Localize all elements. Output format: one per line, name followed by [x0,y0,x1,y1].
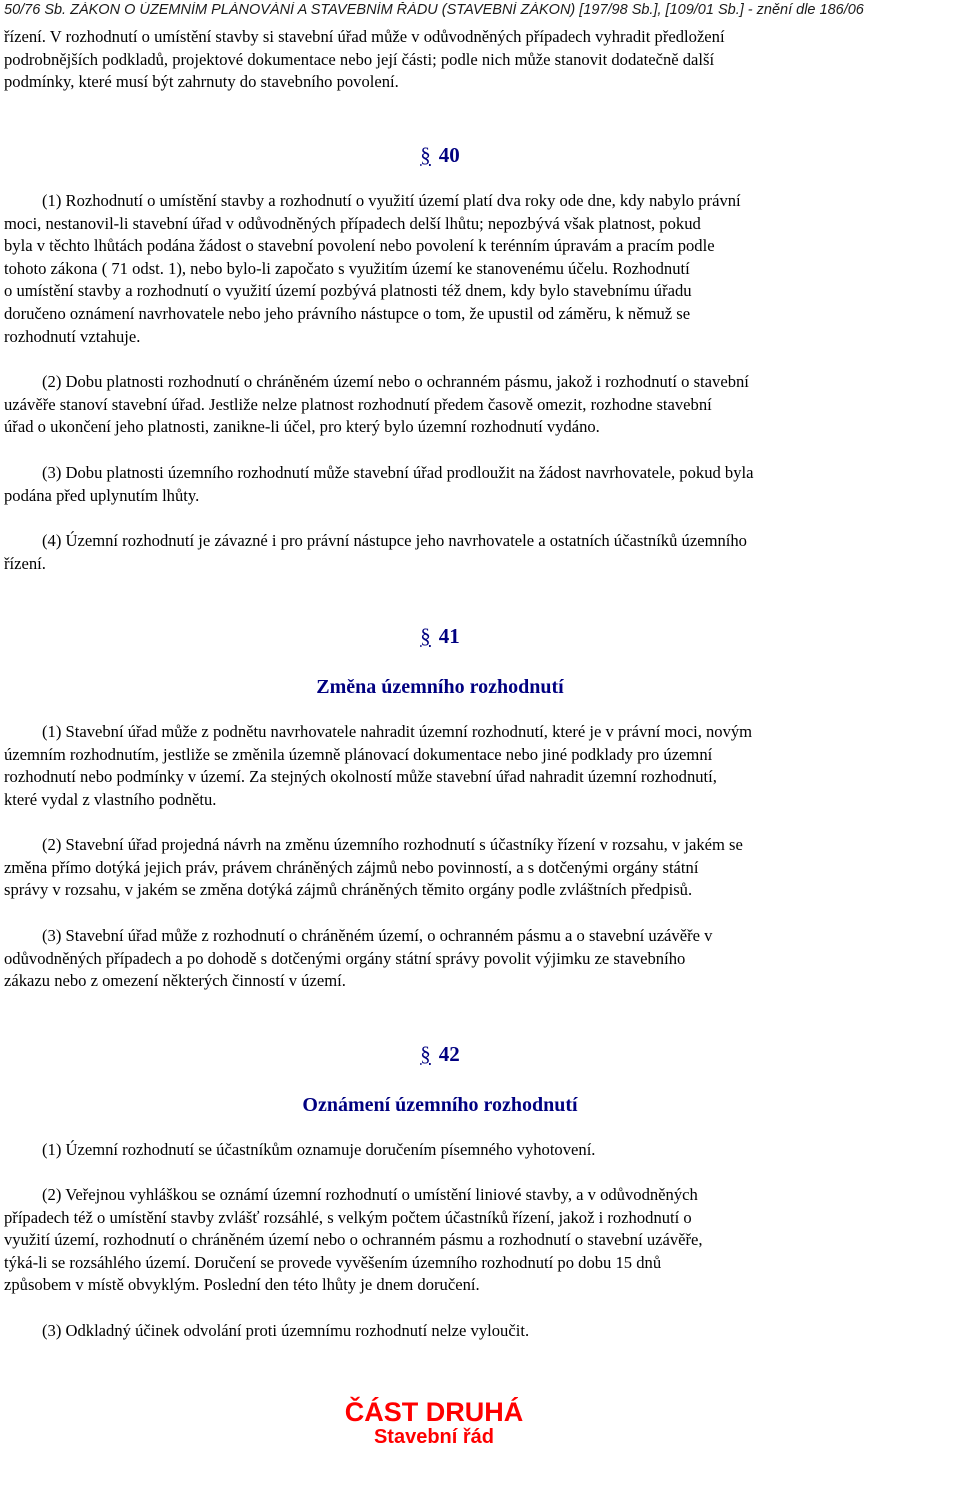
section-42-paragraph-1: (1) Územní rozhodnutí se účastníkům oznamuje doručením písemného vyhotovení. [42,1140,596,1159]
section-42-number: 42 [438,1042,460,1066]
section-42-heading [0,1042,880,1067]
section-symbol: § [420,624,431,648]
section-40-number: 40 [438,143,460,167]
section-41-paragraph-1: (1) Stavební úřad může z podnětu navrhovatele nahradit územní rozhodnutí, které je v právní moci, novým územním rozhodnutím, jestliže se změnila územně plánovací dokumentace nebo jiné podklady pro územní rozhodnutí nebo podmínky v území. Za stejných okolností může stavební úřad nahradit územní rozhodnutí, které vydal z vlastního podnětu. [4,722,753,809]
section-40-paragraph-4: (4) Územní rozhodnutí je závazné i pro právní nástupce jeho navrhovatele a ostatních účastníků územního řízení. [4,531,747,573]
part-subtitle: Stavební řád [373,1426,495,1448]
section-40-paragraph-3: (3) Dobu platnosti územního rozhodnutí může stavební úřad prodloužit na žádost navrhovatele, pokud byla podána před uplynutím lhůty. [4,463,754,505]
section-40-heading [0,143,880,168]
page-header: 50/76 Sb. ZÁKON O ÚZEMNÍM PLÁNOVÁNÍ A STAVEBNÍM ŘÁDU (STAVEBNÍ ZÁKON) [197/98 Sb.], [109/01 Sb.] - znění dle 186/06 [4,2,864,18]
section-symbol: § [420,143,431,167]
section-41-heading [0,624,880,649]
section-41-title: Změna územního rozhodnutí [316,676,564,698]
section-42-paragraph-2: (2) Veřejnou vyhláškou se oznámí územní rozhodnutí o umístění liniové stavby, a v odůvodněných případech též o umístění stavby zvlášť rozsáhlé, s velkým počtem účastníků řízení, jakož i rozhodnutí o využití území, rozhodnutí o chráněném území nebo o ochranném pásmu a rozhodnutí o stavební uzávěře, týká-li se rozsáhlého území. Doručení se provede vyvěšením územního rozhodnutí po dobu 15 dnů způsobem v místě obvyklým. Poslední den této lhůty je dnem doručení. [4,1185,703,1295]
section-40-paragraph-1: (1) Rozhodnutí o umístění stavby a rozhodnutí o využití území platí dva roky ode dne, kdy nabylo právní moci, nestanovil-li stavební úřad v odůvodněných případech delší lhůtu; nepozbývá však platnost, pokud byla v těchto lhůtách podána žádost o stavební povolení nebo povolení k terénním úpravám a pracím podle tohoto zákona ( 71 odst. 1), nebo bylo-li započato s využitím území ke stanovenému účelu. Rozhodnutí o umístění stavby a rozhodnutí o využití území pozbývá platnosti též dnem, kdy bylo stavebnímu úřadu doručeno oznámení navrhovatele nebo jeho právního nástupce o tom, že upustil od záměru, k němuž se rozhodnutí vztahuje. [4,191,741,346]
section-41-number: 41 [438,624,460,648]
section-symbol: § [420,1042,431,1066]
section-40-paragraph-2: (2) Dobu platnosti rozhodnutí o chráněném území nebo o ochranném pásmu, jakož i rozhodnutí o stavební uzávěře stanoví stavební úřad. Jestliže nelze platnost rozhodnutí předem časově omezit, rozhodne stavební úřad o ukončení jeho platnosti, zanikne-li účel, pro který bylo územní rozhodnutí vydáno. [4,372,749,437]
section-42-paragraph-3: (3) Odkladný účinek odvolání proti územnímu rozhodnutí nelze vyloučit. [42,1321,530,1340]
intro-paragraph: řízení. V rozhodnutí o umístění stavby si stavební úřad může v odůvodněných případech vyhradit předložení podrobnějších podkladů, projektové dokumentace nebo její části; podle nich může stanovit dodatečně další podmínky, které musí být zahrnuty do stavebního povolení. [4,27,725,92]
part-title: ČÁST DRUHÁ [344,1397,524,1427]
section-41-paragraph-3: (3) Stavební úřad může z rozhodnutí o chráněném území, o ochranném pásmu a o stavební uzávěře v odůvodněných případech a po dohodě s dotčenými orgány státní správy povolit výjimku ze stavebního zákazu nebo z omezení některých činností v území. [4,926,713,991]
section-41-paragraph-2: (2) Stavební úřad projedná návrh na změnu územního rozhodnutí s účastníky řízení v rozsahu, v jakém se změna přímo dotýká jejich práv, právem chráněných zájmů nebo povinností, a s dotčenými orgány státní správy v rozsahu, v jakém se změna dotýká zájmů chráněných těmito orgány podle zvláštních předpisů. [4,835,743,900]
section-42-title: Oznámení územního rozhodnutí [302,1094,578,1116]
